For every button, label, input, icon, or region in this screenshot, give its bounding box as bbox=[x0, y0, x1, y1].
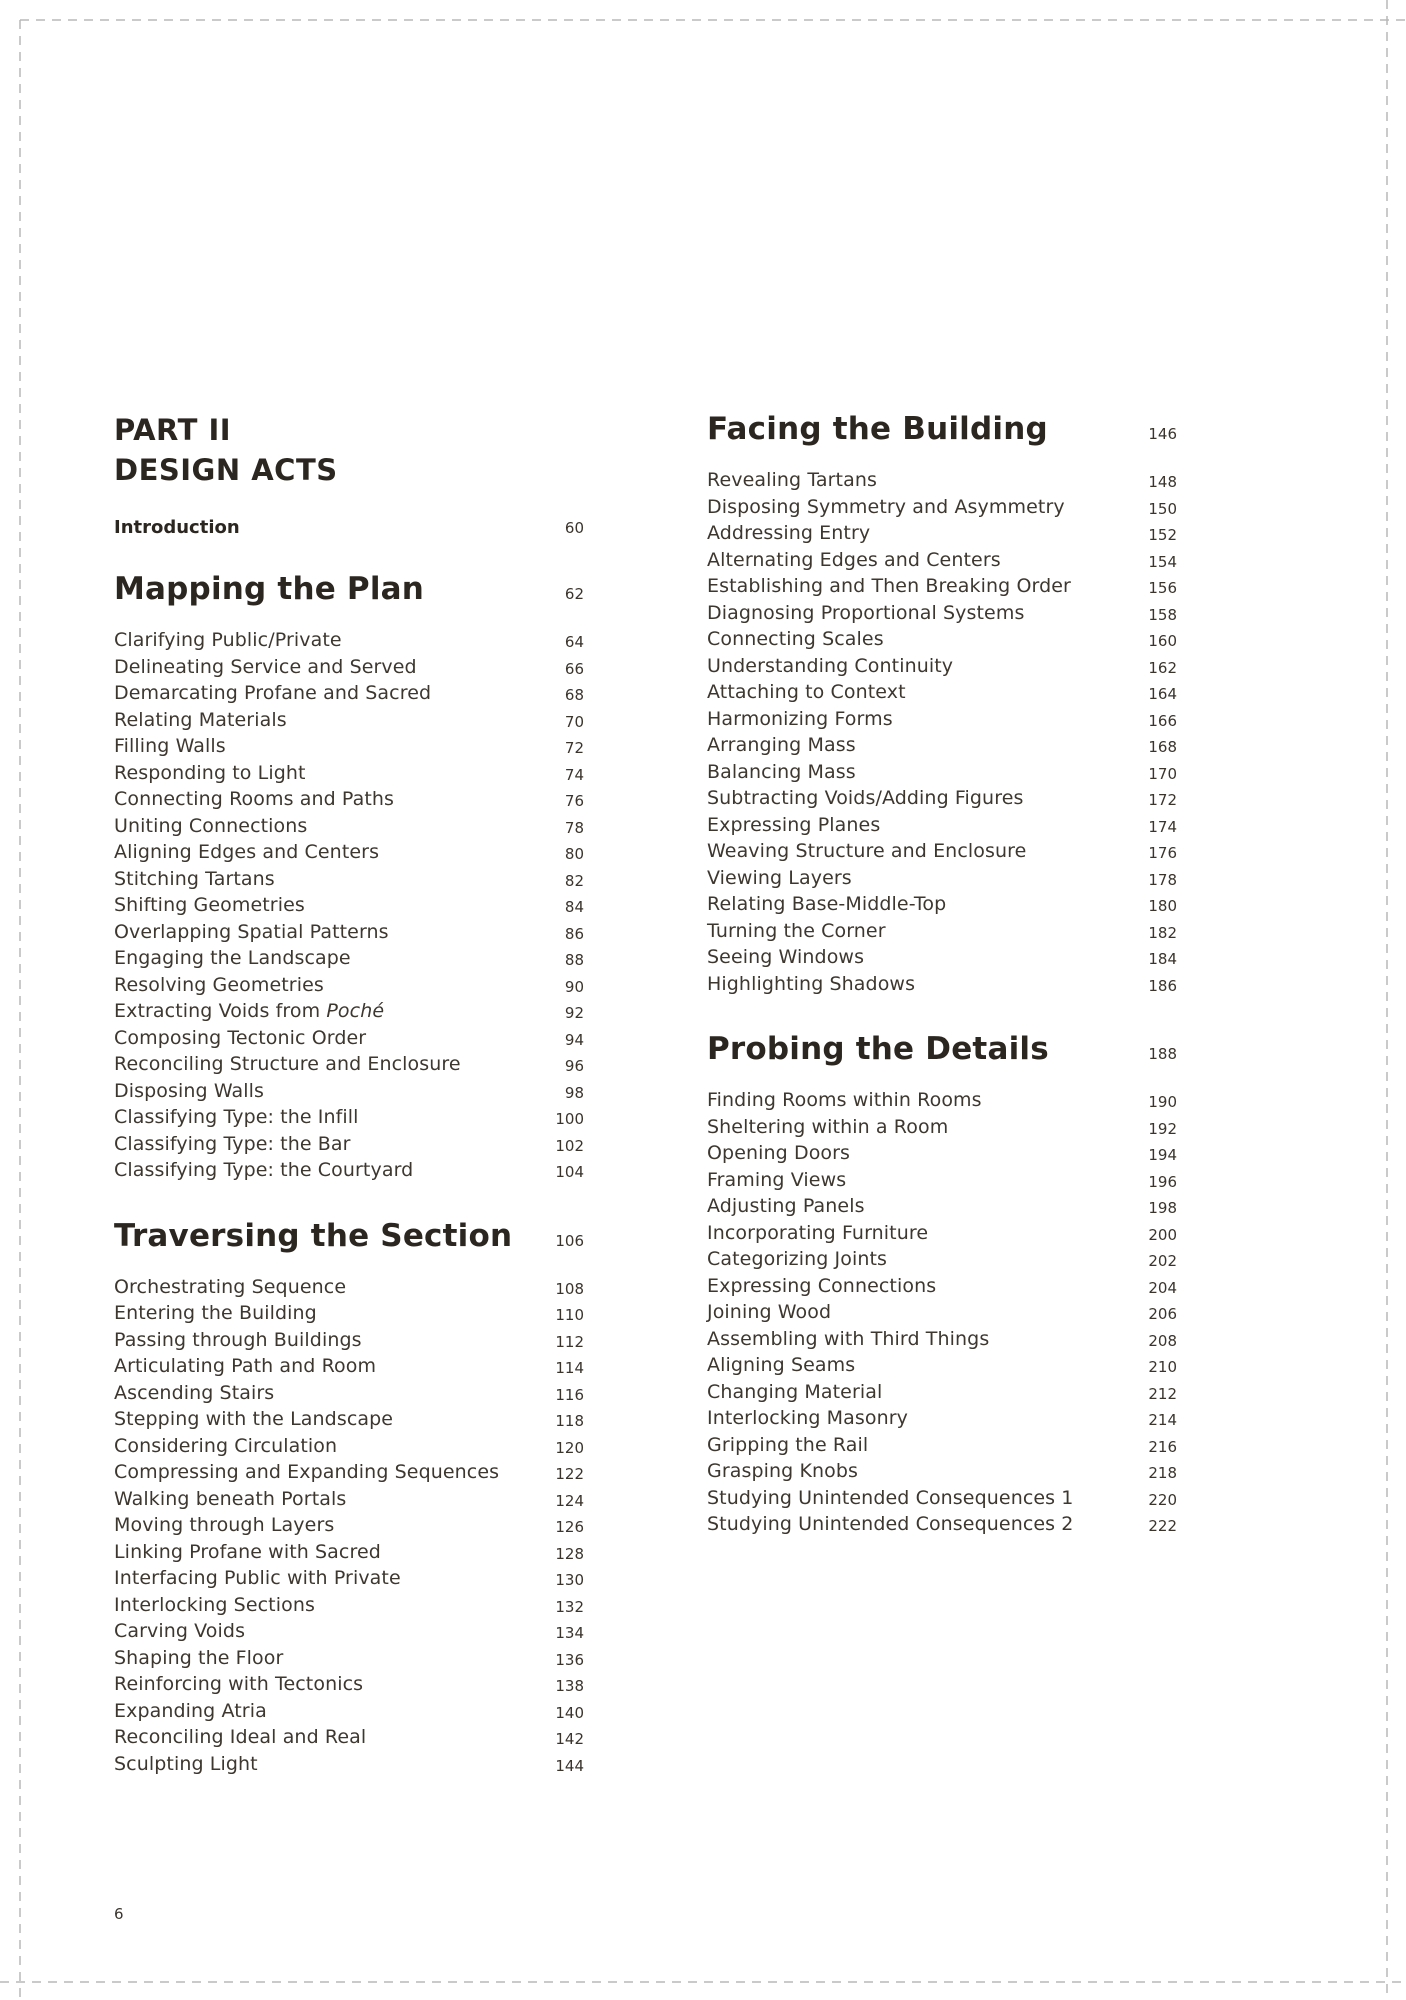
toc-entry-label: Establishing and Then Breaking Order bbox=[707, 575, 1071, 598]
toc-entry-label: Shaping the Floor bbox=[114, 1646, 284, 1669]
toc-entry-label: Interlocking Sections bbox=[114, 1593, 315, 1616]
toc-entry-page: 208 bbox=[1148, 1331, 1177, 1350]
toc-entry[interactable] bbox=[707, 1273, 1177, 1300]
toc-entry-page: 184 bbox=[1148, 950, 1177, 969]
toc-entry-label: Viewing Layers bbox=[707, 866, 852, 889]
toc-entry[interactable] bbox=[707, 1193, 1177, 1220]
toc-entry-label: Sheltering within a Room bbox=[707, 1115, 949, 1138]
toc-entry[interactable] bbox=[707, 494, 1177, 521]
toc-entry-label: Responding to Light bbox=[114, 761, 306, 784]
toc-entry-label: Joining Wood bbox=[707, 1301, 832, 1324]
section-page: 146 bbox=[1148, 425, 1177, 443]
toc-entry-page: 214 bbox=[1148, 1411, 1177, 1430]
toc-entry-introduction[interactable] bbox=[114, 517, 584, 543]
toc-entry[interactable] bbox=[707, 785, 1177, 812]
toc-entry-label: Stitching Tartans bbox=[114, 867, 275, 890]
toc-entry-page: 148 bbox=[1148, 473, 1177, 492]
section-page: 188 bbox=[1148, 1045, 1177, 1063]
toc-entry[interactable] bbox=[114, 1592, 584, 1619]
toc-entry[interactable] bbox=[707, 547, 1177, 574]
toc-entry-label: Articulating Path and Room bbox=[114, 1355, 377, 1378]
toc-entry[interactable] bbox=[707, 1405, 1177, 1432]
toc-section-traversing-the-section bbox=[114, 1214, 584, 1778]
toc-entry[interactable] bbox=[114, 892, 584, 919]
toc-entry-label: Compressing and Expanding Sequences bbox=[114, 1461, 500, 1484]
toc-entry-page: 198 bbox=[1148, 1199, 1177, 1218]
toc-entry-label: Moving through Layers bbox=[114, 1514, 335, 1537]
toc-entry-label: Carving Voids bbox=[114, 1620, 246, 1643]
toc-entry[interactable] bbox=[114, 919, 584, 946]
toc-entry[interactable] bbox=[114, 1300, 584, 1327]
toc-entry[interactable] bbox=[707, 1432, 1177, 1459]
toc-entry-page: 102 bbox=[555, 1136, 584, 1155]
toc-entry-page: 162 bbox=[1148, 658, 1177, 677]
toc-entry[interactable] bbox=[707, 732, 1177, 759]
toc-entry[interactable] bbox=[114, 786, 584, 813]
toc-entry[interactable] bbox=[707, 971, 1177, 998]
toc-entry-page: 116 bbox=[555, 1385, 584, 1404]
toc-entry[interactable] bbox=[707, 1458, 1177, 1485]
toc-entry-label: Engaging the Landscape bbox=[114, 947, 351, 970]
toc-entry-page: 138 bbox=[555, 1677, 584, 1696]
toc-entry-label: Disposing Symmetry and Asymmetry bbox=[707, 495, 1065, 518]
toc-entry[interactable] bbox=[114, 1157, 584, 1184]
toc-entry-label: Resolving Geometries bbox=[114, 973, 324, 996]
toc-entry[interactable] bbox=[707, 918, 1177, 945]
toc-entry-page: 168 bbox=[1148, 738, 1177, 757]
toc-entry-label: Composing Tectonic Order bbox=[114, 1026, 367, 1049]
toc-entry[interactable] bbox=[114, 1486, 584, 1513]
toc-entry-page: 110 bbox=[555, 1306, 584, 1325]
toc-entry-label: Extracting Voids from Poché bbox=[114, 1000, 385, 1023]
section-page: 62 bbox=[564, 585, 584, 603]
toc-entry-page: 194 bbox=[1148, 1146, 1177, 1165]
toc-entry-page: 130 bbox=[555, 1571, 584, 1590]
toc-entry[interactable] bbox=[707, 626, 1177, 653]
toc-entry[interactable] bbox=[707, 1220, 1177, 1247]
toc-entry-label: Linking Profane with Sacred bbox=[114, 1540, 381, 1563]
toc-entry-page: 212 bbox=[1148, 1384, 1177, 1403]
toc-entry-label: Filling Walls bbox=[114, 735, 226, 758]
toc-entry[interactable] bbox=[114, 654, 584, 681]
toc-entry-page: 222 bbox=[1148, 1517, 1177, 1536]
toc-entry-page: 98 bbox=[564, 1083, 584, 1102]
toc-entry-page: 166 bbox=[1148, 711, 1177, 730]
toc-entry-label: Aligning Edges and Centers bbox=[114, 841, 380, 864]
part-number: PART II bbox=[114, 413, 232, 447]
toc-entry[interactable] bbox=[114, 998, 584, 1025]
toc-entry-page: 176 bbox=[1148, 844, 1177, 863]
entry-list bbox=[707, 467, 1177, 997]
toc-entry-page: 136 bbox=[555, 1650, 584, 1669]
toc-entry-label: Demarcating Profane and Sacred bbox=[114, 682, 432, 705]
toc-entry[interactable] bbox=[707, 891, 1177, 918]
part-title: DESIGN ACTS bbox=[114, 453, 338, 487]
toc-entry[interactable] bbox=[707, 1140, 1177, 1167]
toc-entry-label: Changing Material bbox=[707, 1380, 883, 1403]
section-heading[interactable] bbox=[114, 1214, 584, 1258]
toc-entry-label: Weaving Structure and Enclosure bbox=[707, 840, 1027, 863]
toc-entry-page: 170 bbox=[1148, 764, 1177, 783]
toc-section-probing-the-details bbox=[707, 1027, 1177, 1538]
section-title: Traversing the Section bbox=[114, 1217, 513, 1254]
toc-entry-page: 128 bbox=[555, 1544, 584, 1563]
toc-entry[interactable] bbox=[707, 1087, 1177, 1114]
toc-entry-label: Aligning Seams bbox=[707, 1354, 856, 1377]
toc-entry-label: Studying Unintended Consequences 1 bbox=[707, 1486, 1074, 1509]
toc-entry[interactable] bbox=[707, 838, 1177, 865]
toc-entry-label: Entering the Building bbox=[114, 1302, 317, 1325]
toc-entry[interactable] bbox=[707, 1352, 1177, 1379]
toc-entry[interactable] bbox=[114, 1433, 584, 1460]
toc-entry-page: 186 bbox=[1148, 976, 1177, 995]
toc-entry-page: 108 bbox=[555, 1279, 584, 1298]
toc-entry[interactable] bbox=[707, 653, 1177, 680]
toc-entry-page: 80 bbox=[564, 845, 584, 864]
toc-entry-page: 174 bbox=[1148, 817, 1177, 836]
toc-entry-page: 158 bbox=[1148, 605, 1177, 624]
toc-entry-label: Connecting Rooms and Paths bbox=[114, 788, 395, 811]
toc-entry-label: Alternating Edges and Centers bbox=[707, 548, 1001, 571]
toc-entry-page: 82 bbox=[564, 871, 584, 890]
section-title: Mapping the Plan bbox=[114, 571, 425, 607]
toc-entry-label: Expanding Atria bbox=[114, 1699, 267, 1722]
toc-entry-page: 206 bbox=[1148, 1305, 1177, 1324]
toc-entry-page: 78 bbox=[564, 818, 584, 837]
toc-entry-page: 220 bbox=[1148, 1490, 1177, 1509]
toc-entry-label: Adjusting Panels bbox=[707, 1195, 865, 1218]
toc-entry[interactable] bbox=[114, 1078, 584, 1105]
toc-entry-page: 202 bbox=[1148, 1252, 1177, 1271]
toc-right-column bbox=[707, 407, 1177, 1538]
toc-entry-page: 164 bbox=[1148, 685, 1177, 704]
toc-entry-page: 200 bbox=[1148, 1225, 1177, 1244]
toc-entry-label: Assembling with Third Things bbox=[707, 1327, 990, 1350]
toc-entry-label: Walking beneath Portals bbox=[114, 1487, 347, 1510]
toc-entry-label: Grasping Knobs bbox=[707, 1460, 859, 1483]
toc-entry-label: Reinforcing with Tectonics bbox=[114, 1673, 364, 1696]
toc-entry[interactable] bbox=[114, 1698, 584, 1725]
toc-entry[interactable] bbox=[114, 1353, 584, 1380]
toc-entry-page: 112 bbox=[555, 1332, 584, 1351]
toc-entry-label: Harmonizing Forms bbox=[707, 707, 893, 730]
toc-entry-label: Finding Rooms within Rooms bbox=[707, 1089, 982, 1112]
introduction-page: 60 bbox=[564, 519, 584, 537]
toc-entry[interactable] bbox=[707, 467, 1177, 494]
toc-entry[interactable] bbox=[707, 573, 1177, 600]
toc-entry-label: Stepping with the Landscape bbox=[114, 1408, 394, 1431]
toc-entry[interactable] bbox=[707, 706, 1177, 733]
toc-entry[interactable] bbox=[707, 759, 1177, 786]
toc-entry-page: 182 bbox=[1148, 923, 1177, 942]
toc-entry-page: 142 bbox=[555, 1730, 584, 1749]
toc-entry[interactable] bbox=[707, 1114, 1177, 1141]
toc-entry-page: 216 bbox=[1148, 1437, 1177, 1456]
toc-entry-label: Passing through Buildings bbox=[114, 1328, 362, 1351]
toc-entry[interactable] bbox=[114, 1025, 584, 1052]
toc-entry-page: 154 bbox=[1148, 552, 1177, 571]
toc-entry-label: Connecting Scales bbox=[707, 628, 884, 651]
toc-entry-label: Sculpting Light bbox=[114, 1752, 258, 1775]
toc-entry-label: Reconciling Structure and Enclosure bbox=[114, 1053, 461, 1076]
toc-entry-page: 172 bbox=[1148, 791, 1177, 810]
toc-entry[interactable] bbox=[114, 1406, 584, 1433]
toc-entry-label: Revealing Tartans bbox=[707, 469, 877, 492]
toc-entry-label: Framing Views bbox=[707, 1168, 847, 1191]
toc-entry[interactable] bbox=[114, 972, 584, 999]
toc-entry-page: 204 bbox=[1148, 1278, 1177, 1297]
toc-entry-page: 126 bbox=[555, 1518, 584, 1537]
toc-entry-label: Balancing Mass bbox=[707, 760, 856, 783]
toc-entry[interactable] bbox=[114, 1671, 584, 1698]
toc-entry[interactable] bbox=[707, 1246, 1177, 1273]
toc-entry[interactable] bbox=[114, 1751, 584, 1778]
toc-entry[interactable] bbox=[114, 1274, 584, 1301]
toc-entry[interactable] bbox=[114, 707, 584, 734]
toc-left-column bbox=[114, 410, 584, 1777]
toc-entry-page: 120 bbox=[555, 1438, 584, 1457]
toc-entry-page: 96 bbox=[564, 1057, 584, 1076]
toc-entry-label: Interlocking Masonry bbox=[707, 1407, 909, 1430]
toc-entry[interactable] bbox=[114, 733, 584, 760]
entry-list bbox=[114, 1274, 584, 1778]
toc-entry[interactable] bbox=[114, 1051, 584, 1078]
toc-section-facing-the-building bbox=[707, 407, 1177, 997]
toc-entry[interactable] bbox=[114, 1618, 584, 1645]
toc-entry-label: Gripping the Rail bbox=[707, 1433, 869, 1456]
toc-entry-label: Addressing Entry bbox=[707, 522, 871, 545]
page-number-folio: 6 bbox=[114, 1905, 124, 1923]
toc-entry[interactable] bbox=[114, 839, 584, 866]
toc-entry[interactable] bbox=[114, 1327, 584, 1354]
toc-entry-page: 76 bbox=[564, 792, 584, 811]
toc-entry-label: Classifying Type: the Courtyard bbox=[114, 1159, 414, 1182]
toc-entry-page: 124 bbox=[555, 1491, 584, 1510]
toc-entry[interactable] bbox=[114, 945, 584, 972]
toc-entry[interactable] bbox=[114, 760, 584, 787]
toc-entry-page: 190 bbox=[1148, 1093, 1177, 1112]
toc-entry-page: 192 bbox=[1148, 1119, 1177, 1138]
toc-entry-page: 122 bbox=[555, 1465, 584, 1484]
section-title: Facing the Building bbox=[707, 411, 1048, 447]
toc-entry-label: Diagnosing Proportional Systems bbox=[707, 601, 1025, 624]
toc-entry[interactable] bbox=[707, 812, 1177, 839]
toc-entry[interactable] bbox=[114, 1539, 584, 1566]
toc-entry[interactable] bbox=[707, 520, 1177, 547]
toc-entry-label: Classifying Type: the Bar bbox=[114, 1132, 351, 1155]
toc-entry[interactable] bbox=[114, 1724, 584, 1751]
toc-entry[interactable] bbox=[114, 1512, 584, 1539]
toc-entry-page: 196 bbox=[1148, 1172, 1177, 1191]
toc-entry-page: 72 bbox=[564, 739, 584, 758]
section-page: 106 bbox=[555, 1231, 584, 1250]
toc-entry-page: 104 bbox=[555, 1163, 584, 1182]
toc-entry[interactable] bbox=[114, 627, 584, 654]
toc-entry-page: 92 bbox=[564, 1004, 584, 1023]
toc-entry[interactable] bbox=[114, 866, 584, 893]
toc-entry-page: 70 bbox=[564, 712, 584, 731]
toc-entry-page: 178 bbox=[1148, 870, 1177, 889]
toc-entry[interactable] bbox=[707, 1485, 1177, 1512]
toc-entry-label: Interfacing Public with Private bbox=[114, 1567, 401, 1590]
toc-entry[interactable] bbox=[114, 1645, 584, 1672]
toc-entry-page: 134 bbox=[555, 1624, 584, 1643]
toc-entry[interactable] bbox=[114, 680, 584, 707]
toc-entry-label: Arranging Mass bbox=[707, 734, 856, 757]
toc-entry-page: 84 bbox=[564, 898, 584, 917]
toc-entry[interactable] bbox=[707, 679, 1177, 706]
toc-entry-page: 64 bbox=[564, 633, 584, 652]
toc-entry-label: Seeing Windows bbox=[707, 946, 865, 969]
toc-entry[interactable] bbox=[707, 1326, 1177, 1353]
toc-entry-page: 86 bbox=[564, 924, 584, 943]
toc-entry-page: 90 bbox=[564, 977, 584, 996]
toc-entry-page: 88 bbox=[564, 951, 584, 970]
toc-entry[interactable] bbox=[707, 1299, 1177, 1326]
toc-entry-label: Expressing Connections bbox=[707, 1274, 937, 1297]
entry-list bbox=[114, 627, 584, 1184]
toc-entry-page: 114 bbox=[555, 1359, 584, 1378]
section-heading[interactable] bbox=[707, 407, 1177, 451]
toc-entry-label: Categorizing Joints bbox=[707, 1248, 888, 1271]
toc-entry-label: Expressing Planes bbox=[707, 813, 881, 836]
toc-entry[interactable] bbox=[114, 1459, 584, 1486]
toc-entry[interactable] bbox=[707, 1379, 1177, 1406]
section-title: Probing the Details bbox=[707, 1031, 1049, 1067]
toc-entry-page: 132 bbox=[555, 1597, 584, 1616]
section-heading[interactable] bbox=[707, 1027, 1177, 1071]
toc-entry[interactable] bbox=[114, 1380, 584, 1407]
section-heading[interactable] bbox=[114, 567, 584, 611]
toc-entry-page: 152 bbox=[1148, 526, 1177, 545]
toc-entry-page: 210 bbox=[1148, 1358, 1177, 1377]
toc-entry-page: 144 bbox=[555, 1756, 584, 1775]
toc-entry-label: Delineating Service and Served bbox=[114, 655, 417, 678]
toc-entry-page: 100 bbox=[555, 1110, 584, 1129]
toc-entry[interactable] bbox=[114, 1565, 584, 1592]
toc-entry-label: Ascending Stairs bbox=[114, 1381, 275, 1404]
toc-entry-label: Attaching to Context bbox=[707, 681, 906, 704]
toc-entry-label: Relating Materials bbox=[114, 708, 287, 731]
toc-entry-page: 118 bbox=[555, 1412, 584, 1431]
toc-entry-label: Turning the Corner bbox=[707, 919, 886, 942]
toc-entry-page: 160 bbox=[1148, 632, 1177, 651]
toc-entry-page: 156 bbox=[1148, 579, 1177, 598]
toc-entry-label: Uniting Connections bbox=[114, 814, 308, 837]
toc-entry-page: 218 bbox=[1148, 1464, 1177, 1483]
toc-entry-label: Considering Circulation bbox=[114, 1434, 338, 1457]
toc-entry-page: 150 bbox=[1148, 499, 1177, 518]
toc-entry-label: Understanding Continuity bbox=[707, 654, 954, 677]
toc-entry-page: 94 bbox=[564, 1030, 584, 1049]
toc-entry[interactable] bbox=[707, 944, 1177, 971]
toc-entry-label: Subtracting Voids/Adding Figures bbox=[707, 787, 1024, 810]
toc-entry-label: Reconciling Ideal and Real bbox=[114, 1726, 367, 1749]
toc-entry[interactable] bbox=[114, 813, 584, 840]
toc-entry[interactable] bbox=[707, 1511, 1177, 1538]
toc-entry-label: Clarifying Public/Private bbox=[114, 629, 342, 652]
toc-entry-label: Opening Doors bbox=[707, 1142, 851, 1165]
toc-entry-label: Disposing Walls bbox=[114, 1079, 264, 1102]
toc-entry-page: 74 bbox=[564, 765, 584, 784]
toc-entry-label: Overlapping Spatial Patterns bbox=[114, 920, 389, 943]
entry-list bbox=[707, 1087, 1177, 1538]
toc-entry-page: 66 bbox=[564, 659, 584, 678]
toc-entry[interactable] bbox=[114, 1131, 584, 1158]
toc-entry-page: 180 bbox=[1148, 897, 1177, 916]
toc-entry-label: Highlighting Shadows bbox=[707, 972, 916, 995]
toc-entry[interactable] bbox=[707, 1167, 1177, 1194]
toc-section-mapping-the-plan bbox=[114, 567, 584, 1184]
toc-entry[interactable] bbox=[707, 600, 1177, 627]
toc-entry-label: Shifting Geometries bbox=[114, 894, 305, 917]
toc-entry-page: 140 bbox=[555, 1703, 584, 1722]
toc-entry[interactable] bbox=[114, 1104, 584, 1131]
introduction-label: Introduction bbox=[114, 517, 240, 538]
toc-entry-label: Orchestrating Sequence bbox=[114, 1275, 347, 1298]
toc-entry-label: Studying Unintended Consequences 2 bbox=[707, 1513, 1074, 1536]
toc-entry-page: 68 bbox=[564, 686, 584, 705]
part-heading bbox=[114, 410, 584, 490]
toc-entry-label: Incorporating Furniture bbox=[707, 1221, 929, 1244]
toc-entry[interactable] bbox=[707, 865, 1177, 892]
toc-entry-label: Classifying Type: the Infill bbox=[114, 1106, 359, 1129]
toc-entry-label: Relating Base-Middle-Top bbox=[707, 893, 947, 916]
